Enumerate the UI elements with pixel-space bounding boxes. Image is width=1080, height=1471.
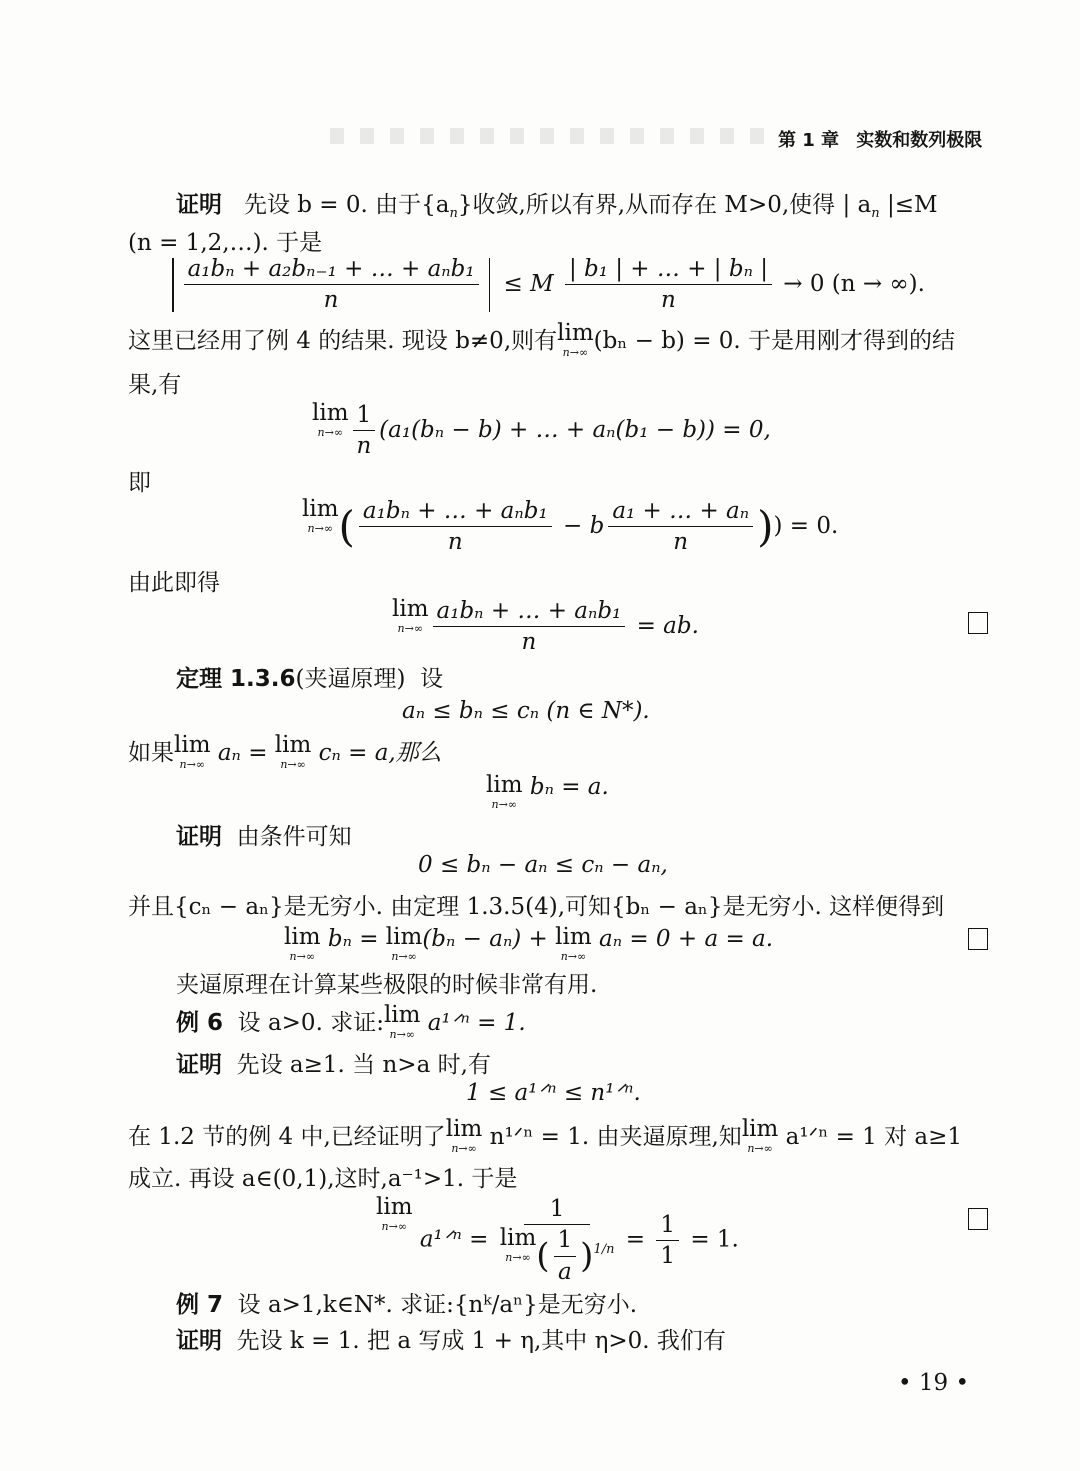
equation-3: lim n→∞ ( $\frac{\text{a₁bₙ + … + aₙb₁}}{n}$ − b $\frac{\text{a₁ + … + aₙ}}{n}$ )) = 0. [302, 496, 839, 556]
qed-box-2 [968, 928, 988, 950]
proof2-line1: 证明 由条件可知 [176, 824, 352, 850]
proof1-line2: (n = 1,2,…). 于是 [128, 230, 323, 256]
ji-word: 即 [128, 470, 151, 496]
example-6: 例 6 设 a>0. 求证: lim n→∞ a¹ᐟⁿ = 1. [176, 1002, 526, 1041]
proof3-line2: 在 1.2 节的例 4 中,已经证明了 lim n→∞ n¹ᐟⁿ = 1. 由夹逼原理,知 lim n→∞ a¹ᐟⁿ = 1 对 a≥1 [128, 1116, 963, 1155]
chapter-number: 第 1 章 [778, 130, 840, 151]
proof2-ineq: 0 ≤ bₙ − aₙ ≤ cₙ − aₙ, [418, 852, 668, 878]
page-number: • 19 • [898, 1370, 970, 1396]
theorem-cond: 如果 lim n→∞ aₙ = lim n→∞ cₙ = a,那么 [128, 732, 442, 771]
equation-1: $\frac{\text{a₁bₙ + a₂bₙ₋₁ + … + aₙb₁}}{n}$ ≤ M $\frac{\text{| b₁ | + … + | bₙ |}}{n}$ → 0 (n → ∞). [166, 256, 925, 314]
proof2-remark: 夹逼原理在计算某些极限的时候非常有用. [176, 972, 598, 998]
proof2-line2: 并且{cₙ − aₙ}是无穷小. 由定理 1.3.5(4),可知{bₙ − aₙ}是无穷小. 这样便得到 [128, 894, 945, 920]
chapter-title: 实数和数列极限 [856, 130, 983, 151]
equation-2: lim n→∞ $\frac{1}{n}$ (a₁(bₙ − b) + … + aₙ(b₁ − b)) = 0, [312, 400, 771, 460]
youci-line: 由此即得 [128, 570, 220, 596]
proof2-equation: lim n→∞ bₙ = lim n→∞ (bₙ − aₙ) + lim n→∞ aₙ = 0 + a = a. [284, 924, 774, 963]
theorem-conclusion: lim n→∞ bₙ = a. [486, 772, 609, 811]
proof1-line4: 果,有 [128, 372, 182, 398]
header-scan-artifact [330, 128, 770, 144]
proof3-equation: lim n→∞ a¹ᐟⁿ = 1 lim n→∞ ( $\frac{1}{a}$ )$^{1/n}$ = $\frac{1}{1}$ = 1. [376, 1194, 739, 1285]
proof3-line1: 证明 先设 a≥1. 当 n>a 时,有 [176, 1052, 491, 1078]
theorem-ineq: aₙ ≤ bₙ ≤ cₙ (n ∈ N*). [402, 698, 650, 724]
qed-box-3 [968, 1208, 988, 1230]
theorem-1-3-6: 定理 1.3.6(夹逼原理) 设 [176, 666, 444, 692]
proof1-line3: 这里已经用了例 4 的结果. 现设 b≠0,则有 lim n→∞ (bₙ − b) = 0. 于是用刚才得到的结 [128, 320, 956, 359]
equation-4: lim n→∞ $\frac{\text{a₁bₙ + … + aₙb₁}}{n}$ = ab. [392, 596, 699, 656]
running-header [778, 126, 982, 152]
proof3-line3: 成立. 再设 a∈(0,1),这时,a⁻¹>1. 于是 [128, 1166, 518, 1192]
qed-box-1 [968, 612, 988, 634]
proof4-line1: 证明 先设 k = 1. 把 a 写成 1 + η,其中 η>0. 我们有 [176, 1328, 726, 1354]
proof3-ineq: 1 ≤ a¹ᐟⁿ ≤ n¹ᐟⁿ. [466, 1080, 641, 1106]
proof1-line1: 证明 先设 b = 0. 由于$\{a_n\}$收敛,所以有界,从而存在 M>0,使得 | $a_n$ |≤M [176, 192, 938, 221]
example-7: 例 7 设 a>1,k∈N*. 求证:{nᵏ/aⁿ}是无穷小. [176, 1292, 638, 1318]
proof-label: 证明 [176, 192, 222, 218]
